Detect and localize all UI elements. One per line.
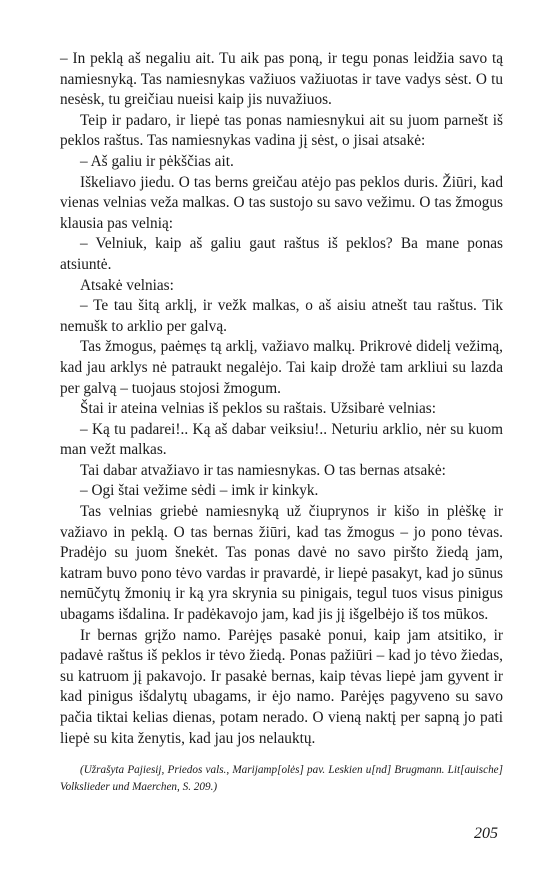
paragraph: – Velniuk, kaip aš galiu gaut raštus iš peklos? Ba mane ponas atsiuntė.: [60, 235, 503, 273]
source-note: (Užrašyta Pajiesij, Priedos vals., Marijamp[olės] pav. Leskien u[nd] Brugmann. Lit[auische] Volkslieder und Maerchen, S. 209.): [60, 764, 503, 794]
paragraph: – Te tau šitą arklį, ir vežk malkas, o aš aisiu atnešt tau raštus. Tik nemušk to arklio per galvą.: [60, 297, 503, 335]
paragraph: Iškeliavo jiedu. O tas berns greičau atėjo pas peklos duris. Žiūri, kad vienas velnias veža malkas. O tas sustojo su savo vežimu. O tas žmogus klausia pas velnią:: [60, 173, 503, 232]
paragraph: – Ogi štai vežime sėdi – imk ir kinkyk.: [80, 482, 319, 500]
paragraph: Ir bernas grįžo namo. Parėjęs pasakė ponui, kaip jam atsitiko, ir padavė raštus iš peklos ir tėvo žiedą. Ponas pažiūri – kad jo tėvo žiedas, su katruom jį pakavojo. Ir pasakė bernas, kaip tėvas liepė jam gyvent ir kad pinigus išdalytų ubagams, ir ėjo namo. Parėjęs pagyveno su savo pačia tiktai kelias dienas, potam nerado. O vieną naktį per sapną jo pati liepė su kita ženytis, kad jau jos nelauktų.: [60, 626, 503, 747]
paragraph: Štai ir ateina velnias iš peklos su raštais. Užsibarė velnias:: [80, 400, 436, 418]
story-text: [60, 49, 503, 796]
paragraph: Teip ir padaro, ir liepė tas ponas namiesnykui ait su juom parnešt iš peklos raštus. Tas namiesnykas vadina jį sėst, o jisai atsakė:: [60, 111, 503, 150]
page-number: 205: [474, 825, 498, 842]
paragraph: Tai dabar atvažiavo ir tas namiesnykas. O tas bernas atsakė:: [80, 461, 446, 479]
paragraph: – Ką tu padarei!.. Ką aš dabar veiksiu!.. Neturiu arklio, nėr su kuom man vežt malkas.: [60, 420, 503, 459]
spacer: [60, 749, 503, 762]
paragraph: Tas velnias griebė namiesnyką už čiuprynos ir kišo in plėškę ir važiavo in peklą. O tas bernas žiūri, kad tas žmogus – jo pono tėvas. Pradėjo su juom šnekėt. Tas ponas davė no savo piršto žiedą jam, katram buvo pono tėvo vardas ir pravardė, ir liepė pasakyt, kad jo sūnus nemūčytų žmonių ir ką yra skrynia su pinigais, tegul tuos visus pinigus ubagams išdalina. Ir padėkavojo jam, kad jis jį išgelbėjo iš tos mūkos.: [60, 503, 503, 624]
paragraph: Tas žmogus, paėmęs tą arklį, važiavo malkų. Prikrovė didelį vežimą, kad jau arklys nė patraukt negalėjo. Tai kaip drožė tam arkliui su lazda per galvą – tuojaus stojosi žmogum.: [60, 338, 503, 397]
paragraph: – Aš galiu ir pėkščias ait.: [80, 152, 234, 170]
paragraph: – In peklą aš negaliu ait. Tu aik pas poną, ir tegu ponas leidžia savo tą namiesnyką. Tas namiesnykas važiuos važiuotas ir tave vadys sėst. O tu nesėsk, tu greičiau nueisi kaip jis nuvažiuos.: [60, 50, 503, 109]
paragraph: Atsakė velnias:: [80, 276, 174, 294]
